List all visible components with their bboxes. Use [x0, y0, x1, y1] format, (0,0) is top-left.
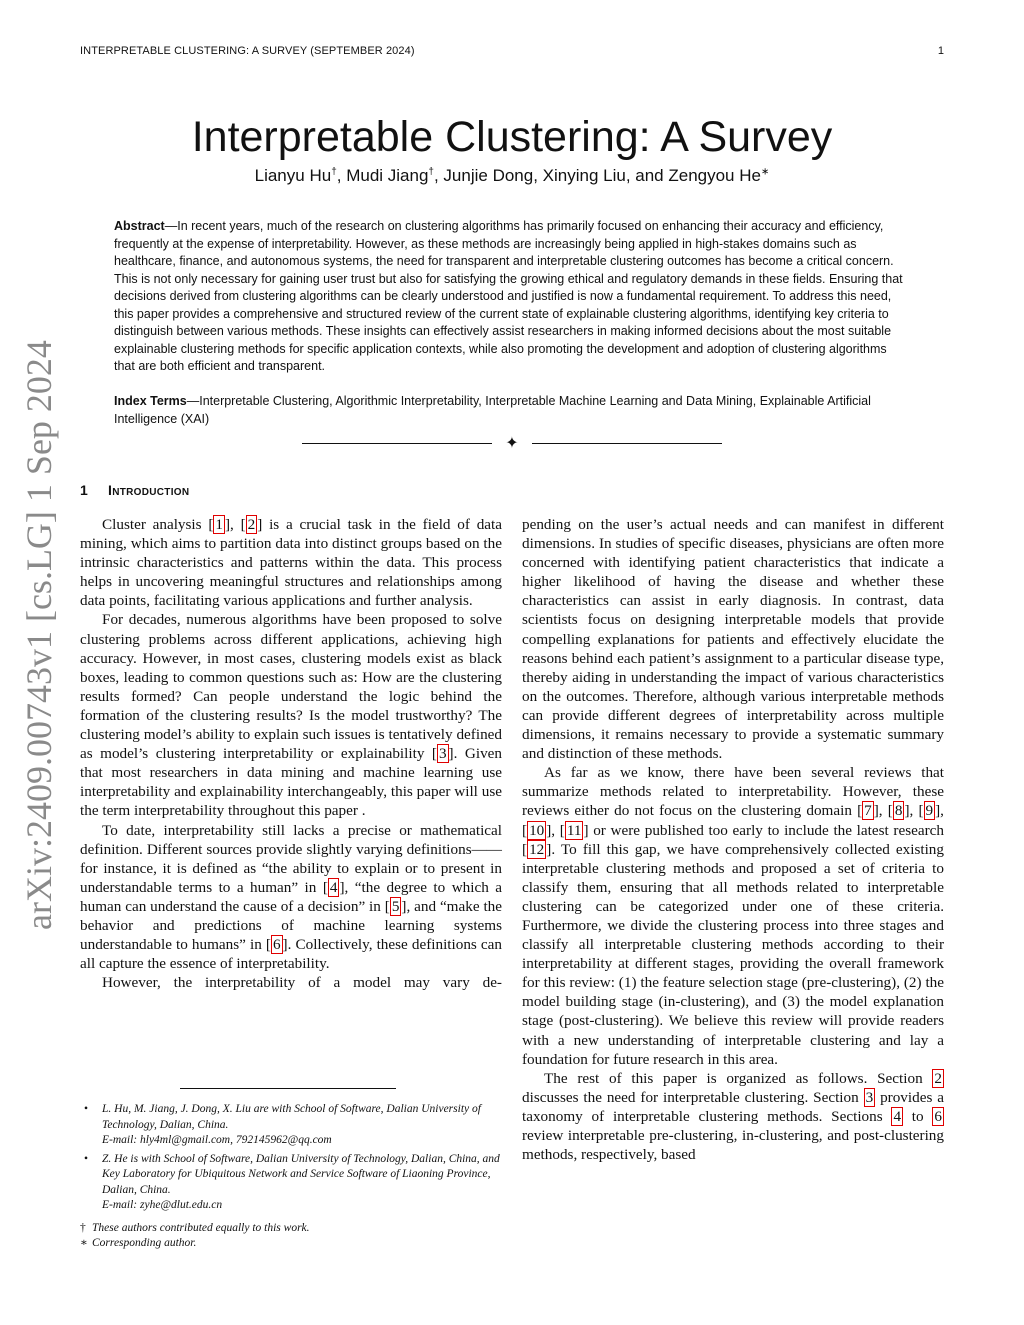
paragraph: To date, interpretability still lacks a precise or mathematical definition. Different sources provide slightly varying definitions——for instance, it is defined as “the ability to explain or to present in understandable terms to a human” in [ 4 ], “the degree to which a human can understand the cause of a decision” in [ 5 ], and “make the behavior and predictions of machine learning systems understandable to humans” in [ 6 ]. Collectively, these definitions can all capture the essence of interpretability.: [80, 821, 502, 973]
section-link[interactable]: 6: [934, 1107, 942, 1125]
section-link[interactable]: 4: [893, 1107, 902, 1125]
body-text: . To fill this gap, we have comprehensively collected existing interpretable clustering methods and proposed a set of criteria to classify them, ensuring that all methods related to interpretable clustering can be categorized under one of these criteria. Furthermore, we divide the clustering process into three stages and classify all interpretable clustering methods according to their interpretability at different stages, providing the overall framework for this review: (1) the feature selection stage (pre-clustering), (2) the model building stage (in-clustering), and (3) the model explanation stage (post-clustering). We believe this review will provide readers with a new understanding of interpretable clustering and lay a foundation for future research in this area.: [522, 840, 944, 1068]
body-text: The rest of this paper is organized as follows. Section: [544, 1069, 933, 1087]
body-text: is a crucial task in the field of data mining, which aims to partition data into distinct groups based on the intrinsic characteristics and patterns within the data. This process helps in uncovering meaningful structures and relationships among data points, facilitating various applications and further analysis.: [80, 516, 502, 610]
footnote-affiliation-1: [80, 1102, 502, 1149]
author-separator: ,: [336, 166, 347, 185]
index-terms: [114, 393, 906, 428]
citation-link[interactable]: 4: [329, 878, 338, 896]
abstract: [114, 218, 906, 376]
dagger-mark: †: [80, 1221, 86, 1234]
section-link[interactable]: 2: [934, 1069, 942, 1087]
citation-link[interactable]: 11: [566, 821, 582, 839]
footnotes: [80, 1102, 502, 1252]
paragraph: [522, 1069, 944, 1164]
footnote-equal-contribution: [80, 1221, 502, 1237]
body-text: review interpretable pre-clustering, in-clustering, and post-clustering methods, respectively, based: [522, 1127, 944, 1164]
section-link[interactable]: 3: [865, 1088, 874, 1106]
paragraph: As far as we know, there have been several reviews that summarize methods related to interpretability. However, these reviews either do not focus on the clustering domain [ 7 ], [ 8 ], [ 9 ], [ 10 ], [ 11 ] or were published too early to include the latest research [ 12 ]. To fill this gap, we have comprehensively collected existing interpretable clustering methods and proposed a set of criteria to classify them, ensuring that all methods related to interpretable clustering can be categorized under one of these criteria. Furthermore, we divide the clustering process into three stages and classify all interpretable clustering methods according to their interpretability at different stages, providing the overall framework for this review: (1) the feature selection stage (pre-clustering), (2) the model building stage (in-clustering), and (3) the model explanation stage (post-clustering). We believe this review will provide readers with a new understanding of interpretable clustering and lay a foundation for future research in this area.: [522, 764, 944, 1068]
author-2: Mudi Jiang: [346, 166, 429, 185]
citation-link[interactable]: 7: [864, 802, 872, 820]
body-text: or were published too early to include the latest research: [588, 821, 944, 839]
body-text: For decades, numerous algorithms have been proposed to solve clustering problems across different applications, achieving high accuracy. However, in most cases, clustering models exist as black boxes, leading to common questions such as: How are the clustering results formed? Can people understand the logic behind the formation of the clustering results? Is the model trustworthy? The clustering model’s ability to explain such issues is tentatively defined as model’s clustering interpretability or explainability: [80, 611, 502, 763]
running-head: INTERPRETABLE CLUSTERING: A SURVEY (SEPTEMBER 2024): [80, 45, 415, 57]
footnote-text: These authors contributed equally to this work.: [92, 1221, 310, 1234]
paper-title: Interpretable Clustering: A Survey: [191, 112, 833, 161]
footnote-affiliation-2: [80, 1152, 502, 1214]
corresponding-author-mark: ∗: [760, 166, 770, 178]
abstract-label: Abstract: [114, 219, 165, 233]
body-text: . Collectively, these definitions can all capture the essence of interpretability.: [80, 936, 502, 973]
footnote-corresponding: [80, 1236, 502, 1252]
citation-link[interactable]: 10: [529, 821, 545, 839]
section-title: Introduction: [108, 482, 190, 498]
body-text: provides a taxonomy of interpretable clustering methods. Sections: [522, 1088, 944, 1125]
bullet-icon: •: [84, 1152, 89, 1165]
page-number: 1: [937, 45, 944, 57]
arxiv-identifier[interactable]: arXiv:2409.00743v1 [cs.LG] 1 Sep 2024: [19, 340, 59, 930]
affiliation-email: E-mail: zyhe@dlut.edu.cn: [102, 1199, 223, 1211]
body-text: , and “make the behavior and predictions of machine learning systems understandable to humans” in: [80, 897, 502, 954]
paragraph: For decades, numerous algorithms have been proposed to solve clustering problems across different applications, achieving high accuracy. However, in most cases, clustering models exist as black boxes, leading to common questions such as: How are the clustering results formed? Can people understand the logic behind the formation of the clustering results? Is the model trustworthy? The clustering model’s ability to explain such issues is tentatively defined as model’s clustering interpretability or explainability [ 3 ]. Given that most researchers in data mining and machine learning use interpretability and explainability interchangeably, this paper will use the term interpretability throughout this paper .: [80, 611, 502, 820]
remaining-authors: , Junjie Dong, Xinying Liu, and Zengyou He: [433, 166, 761, 185]
divider-rule-left: [302, 443, 492, 444]
divider-star-icon: ✦: [505, 435, 519, 452]
citation-link[interactable]: 5: [391, 897, 400, 915]
body-text: discusses the need for interpretable clustering. Section: [522, 1088, 864, 1106]
paragraph-continued: pending on the user’s actual needs and can manifest in different dimensions. In studies of specific diseases, physicians are often more concerned with identifying patient characteristics that indicate a higher likelihood of having the disease and whether these characteristics can assist in early diagnosis. In contrast, data scientists focus on designing interpretable models that provide compelling explanations for patients and effectively elucidate the reasons behind each patient’s assignment to a particular disease type, thereby aiding in understanding the impact of various characteristics on the outcomes. Therefore, although various interpretable methods can provide different degrees of interpretability across multiple dimensions, it remains necessary to provide a systematic summary and distinction of these methods.: [522, 516, 944, 763]
index-terms-text: —Interpretable Clustering, Algorithmic Interpretability, Interpretable Machine Learning and Data Mining, Explainable Artificial Intelligence (XAI): [114, 394, 871, 426]
citation-link[interactable]: 6: [272, 936, 281, 954]
footnote-text: Corresponding author.: [92, 1237, 197, 1249]
citation-link[interactable]: 12: [529, 840, 545, 858]
section-number: 1: [80, 482, 88, 498]
author-list: [80, 166, 944, 186]
affiliation-email: E-mail: hly4ml@gmail.com, 792145962@qq.com: [102, 1134, 332, 1146]
body-text: to: [903, 1107, 933, 1125]
section-heading: [80, 482, 189, 498]
paragraph: Cluster analysis [ 1 ], [ 2 ] is a crucial task in the field of data mining, which aims to partition data into distinct groups based on the intrinsic characteristics and patterns within the data. This process helps in uncovering meaningful structures and relationships among data points, facilitating various applications and further analysis.: [80, 516, 502, 610]
star-mark: ∗: [80, 1237, 88, 1249]
affiliation-text: Z. He is with School of Software, Dalian University of Technology, Dalian, China, and Key Laboratory for Ubiquitous Network and Service Software of Liaoning Province, Dalian, China.: [102, 1152, 500, 1196]
body-text: Cluster analysis: [102, 516, 209, 533]
divider-rule-right: [532, 443, 722, 444]
body-text: To date, interpretability still lacks a precise or mathematical definition. Different sources provide slightly varying definitions——for instance, it is defined as “the ability to explain or to present in understandable terms to a human” in: [80, 821, 502, 896]
section-divider: [302, 434, 722, 454]
citation-link[interactable]: 2: [247, 516, 256, 533]
citation-link[interactable]: 9: [925, 802, 934, 820]
abstract-text: —In recent years, much of the research on clustering algorithms has primarily focused on enhancing their accuracy and efficiency, frequently at the expense of interpretability. However, as these methods are increasingly being applied in high-stakes domains such as healthcare, finance, and autonomous systems, the need for transparent and interpretable clustering outcomes has become a critical concern. This is not only necessary for gaining user trust but also for satisfying the growing ethical and regulatory demands in these fields. Ensuring that decisions derived from clustering algorithms can be clearly understood and justified is now a fundamental requirement. To address this need, this paper provides a comprehensive and structured review of the current state of explainable clustering algorithms, identifying key criteria to distinguish between various methods. These insights can effectively assist researchers in making informed decisions about the most suitable explainable clustering methods for specific application contexts, while also promoting the development and adoption of clustering algorithms that are both efficient and transparent.: [114, 219, 903, 373]
equal-contribution-mark: †: [428, 166, 434, 178]
bullet-icon: •: [84, 1103, 89, 1115]
citation-link[interactable]: 8: [894, 802, 903, 820]
index-terms-label: Index Terms: [114, 394, 187, 408]
citation-link[interactable]: 3: [438, 745, 447, 763]
body-text: As far as we know, there have been several reviews that summarize methods related to interpretability. However, these reviews either do not focus on the clustering domain: [522, 764, 944, 820]
footnote-rule: [180, 1088, 396, 1089]
body-text: . Given that most researchers in data mining and machine learning use interpretability and explainability interchangeably, this paper will use the term interpretability throughout this paper .: [80, 745, 502, 820]
author-1: Lianyu Hu: [254, 166, 332, 185]
paragraph: However, the interpretability of a model may vary de-: [102, 974, 502, 992]
affiliation-text: L. Hu, M. Jiang, J. Dong, X. Liu are with School of Software, Dalian University of Technology, Dalian, China.: [102, 1103, 481, 1131]
equal-contribution-mark: †: [331, 166, 337, 178]
citation-link[interactable]: 1: [215, 516, 223, 533]
body-text: , “the degree to which a human can understand the cause of a decision” in: [80, 878, 502, 915]
body-column-right: [522, 515, 944, 1164]
body-column-left: [80, 515, 502, 992]
